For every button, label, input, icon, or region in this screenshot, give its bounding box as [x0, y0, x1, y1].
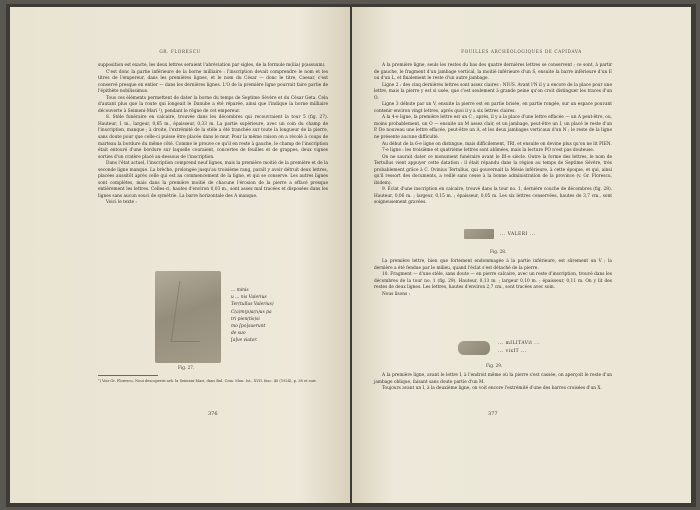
transcription-line: tri pien(tis)si: [231, 316, 260, 322]
transcription-line: ... minis: [231, 288, 249, 293]
paragraph: Tous ces éléments permettent de dater la borne du temps de Septime Sévère et du César Geta. Cela d'autant plus que la route qui longeait le Danube a été réparée, ainsi que l'indique la borne milliaire découverte à Seimeni-Mari ¹), pendant le règne de cet empereur.: [98, 95, 328, 114]
paragraph: Toujours avant un I, à la deuxième ligne, on voit encore l'extrémité d'une des barres croisées d'un X.: [382, 386, 602, 392]
fig29-caption: Fig. 29.: [486, 363, 503, 368]
paragraph: La première lettre, bien que fortement endommagée à la partie inférieure, est sûrement un V ; la dernière a été fendue par le milieu, quand l'éclat s'est détaché de la pierre.: [374, 259, 612, 271]
paragraph: A la première ligne, avant le lettre I, à l'endroit même où la pierre s'est cassée, on aperçoit le reste d'un jambage oblique, faisant sans doute partie d'un M.: [374, 373, 612, 385]
paragraph: 10. Fragment — d'une stèle, sans doute — en pierre calcaire, avec un reste d'inscription, trouvé dans les décombres de la tour no. 1 (fig. 29). Hauteur, 0,13 m. ; largeur 0,10 m. ; épaisseur, 0,11 m. On y lit des restes de deux lignes. Les lettres, hautes d'environ 2,7 cm., sont tracées avec soin.: [374, 272, 612, 291]
transcription-line: [a]ve viator.: [231, 338, 258, 344]
left-body-text: [98, 63, 328, 207]
transcription-line: de suo: [231, 331, 246, 337]
footnote-divider: [98, 375, 158, 376]
figure-caption: Fig. 27.: [178, 365, 195, 370]
transcription-line: u ... nis Valerius: [231, 295, 267, 301]
stele-photo-figure: [155, 271, 221, 363]
paragraph: Au début de la 6-e ligne on distingue, mais difficilement, TRI, et ensuite on devine plus qu'on ne lit PIEN.: [382, 141, 612, 147]
paragraph: Nous lisons :: [382, 291, 411, 297]
paragraph: 9. Éclat d'une inscription en calcaire, trouvé dans la tour no. 1, dernière couche de décombres (fig. 28). Hauteur, 0,06 m. ; largeur, 0,15 m. ; épaisseur, 0,05 m. Les six lettres conservées, hautes de 3,7 cm., sont soigneusement gravées.: [374, 187, 612, 206]
right-body-text-mid: [374, 259, 612, 298]
paragraph: Ligne 2 : des cinq dernières lettres sont assez claires : NIUS. Avant l'N il y a encore de la place pour une lettre, mais la pierre y est si usée, que c'est seulement à grande peine qu'on croit distinguer les traces d'un O.: [374, 82, 612, 101]
fig29-line: ... vixIT ...: [498, 349, 527, 354]
paragraph: 8. Stèle funéraire en calcaire, trouvée dans les décombres qui recouvraient la tour 5 (fig. 27). Hauteur, 1 m., largeur, 0,65 m., épaisseur, 0,33 m. La partie supérieure, avec un coin du champ de l'inscription, manque ; à droite, l'extrémité de la stèle a été tranchée sur toute la longueur de la pierre, sans doute pour que celle-ci puisse être placée dans le mur. Pour la même raison on a récolé à coups de marteau la bordure du même côté. Comme le prouve ce qu'il en reste à gauche, le champ de l'inscription était entouré d'une bordure sur laquelle couraient, concertes de feuilles et de grappes, deux vignes sorties d'un cratère placé au-dessous de l'inscription.: [98, 115, 328, 160]
left-page: [10, 7, 350, 503]
paragraph: Voici le texte :: [106, 200, 137, 206]
fig28-caption: Fig. 28.: [490, 249, 507, 254]
fig28-inscription: ... VALERI ...: [500, 232, 536, 237]
paragraph: On ne saurait dater ce monument funéraire avant le III-e siècle. Outre la forme des lettres, le nom de Tertullus vient appuyer cette datation : il était répandu dans la région au temps de Septime Sévère, très probablement grâce à C. Ovinius Tertullus, qui gouvernait la Mésie inférieure, à cette époque, et qui, ainsi qu'il ressort des documents, a veillé sans cesse à la bonne administration de la province (v. Gr. Florescu, ibidem).: [374, 154, 612, 186]
transcription-line: mo [po]suerunt: [231, 324, 266, 330]
fragment-photo-fig28: [464, 229, 494, 239]
paragraph: C'est donc la partie inférieure de la borne milliaire : l'inscription devait comprendre le nom et les titres de l'empereur, dans les premières lignes, et le nom du César — donc le titre, Caesar, c'est conservé presque en entier — dans les dernières lignes. L'O de la première ligne pourrait faire partie de l'épithète nobilissimus.: [98, 69, 328, 95]
paragraph: Dans l'état actuel, l'inscription comprend neuf lignes, mais la première moitié de la première et de la seconde ligne manque. La brèche, prolongée jusqu'au troisième rang, paraît y avoir détruit deux lettres, placées aussitôt après celle qui est au commencement de la ligne, et qui se conserve. Les autres lignes sont complètes, mais dans la première moitié de chacune l'érosion de la pierre a effacé presque entièrement les lettres. Celles-ci, hautes d'environ 0,03 m., sont assez mal tracées et disposées dans les lignes sans aucun souci de symétrie. La barre horizontale des A manque.: [98, 161, 328, 199]
paragraph: 7-e ligne : les troisième et quatrième lettres sont abîmées, mais la lecture PO n'est pas douteuse.: [382, 148, 595, 154]
page-number-left: 376: [208, 411, 218, 417]
paragraph: Ligne 3 débute par un V, ensuite la pierre est en partie brisée, en partie rongée, sur un espace pouvant contenir environ vingt lettres, après quoi il y a six lettres claires.: [374, 102, 612, 114]
running-head-left: GR. FLORESCU: [159, 49, 201, 54]
footnote: ¹) Voir Gr. Florescu, Noui descoperiri arh. la Seimeni-Mari, dans Bul. Com. Mon. Ist., XVII, fasc. 40 (1924), p. 38 et suiv.: [98, 379, 317, 383]
right-body-text-bottom: [374, 373, 612, 393]
page-number-right: 377: [488, 411, 498, 417]
stele-detail: [171, 281, 209, 342]
right-page: [352, 7, 691, 503]
paragraph: A la 4-e ligne, la première lettre est un C ; après, il y a la place d'une lettre effacée — un A peut-être, ou, moins probablement, un O — ensuite un M assez clair, et un jambage, peut-être un I, un placé le reste d'un P. De nouveau une lettre effacée, peut-être un A, et les deux jambages verticaux d'un N ; le reste de la ligne ne présente aucune difficulté.: [374, 115, 612, 141]
book-spread: [6, 4, 696, 507]
paragraph: supposition est exacte, les deux lettres seraient l'abréviation par sigles, de la formule m(ilia) p(assuum).: [98, 63, 326, 68]
running-head-right: FOUILLES ARCHÉOLOGIQUES DE CAPIDAVA: [461, 49, 582, 54]
fig29-inscription: [498, 340, 540, 356]
paragraph: A la première ligne, seuls les restes du bas des quatre dernières lettres se conservent ; ce sont, à partir de gauche, le fragment d'un jambage vertical, la moitié inférieure d'un S, ensuite la barre inférieure d'un E ou d'un L, et finalement le reste d'un autre jambage.: [374, 63, 612, 82]
transcription-line: C(a)m(p)a(n)us pa: [231, 309, 272, 315]
fragment-photo-fig29: [458, 341, 490, 355]
inscription-transcription: [231, 287, 274, 345]
right-body-text: [374, 63, 612, 207]
transcription-line: Ter(tullus Valerius): [231, 302, 274, 308]
fig29-line: ... mILITAVit ...: [498, 341, 541, 346]
